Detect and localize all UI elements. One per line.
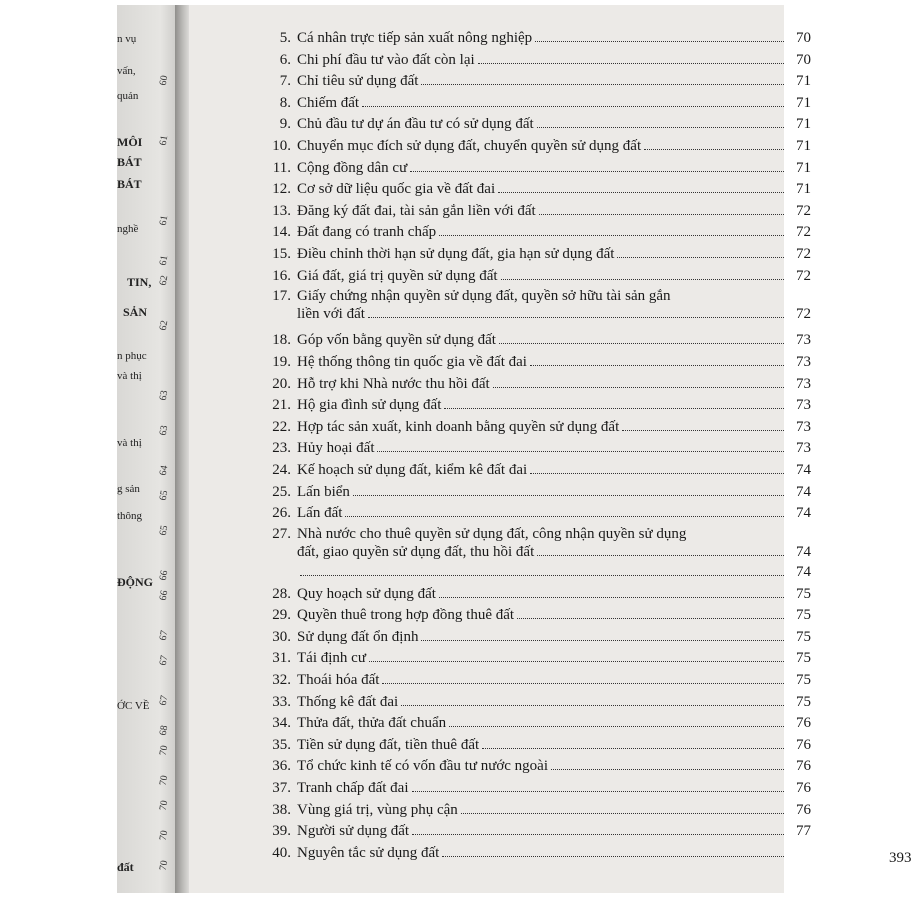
toc-entry-page: 74 <box>796 483 811 500</box>
toc-entry-number: 40. <box>272 844 291 861</box>
toc-entry-title: Nguyên tắc sử dụng đất <box>297 844 440 861</box>
dot-leader <box>410 159 784 172</box>
toc-entry-page: 75 <box>796 607 811 624</box>
toc-entry-title: Cá nhân trực tiếp sản xuất nông nghiệp <box>297 30 533 46</box>
left-page-fragment: đất <box>117 860 134 874</box>
toc-entry-number: 22. <box>272 418 291 435</box>
book-photo <box>117 5 912 893</box>
dot-leader <box>535 29 784 42</box>
toc-entry-title: Hộ gia đình sử dụng đất <box>297 397 442 414</box>
left-page-fragment: nghề <box>117 223 139 235</box>
toc-entry-title: Thửa đất, thửa đất chuẩn <box>297 715 447 732</box>
left-page-number: 62 <box>157 274 171 287</box>
left-page-fragment: và thị <box>117 437 142 449</box>
dot-leader <box>444 396 784 409</box>
toc-entry <box>257 649 811 667</box>
toc-entry-title: Đăng ký đất đai, tài sản gắn liền với đất <box>297 202 536 219</box>
toc-entry-title: Người sử dụng đất <box>297 823 410 840</box>
left-page-number: 61 <box>157 134 171 147</box>
toc-entry-number: 32. <box>272 672 291 688</box>
dot-leader <box>499 331 784 344</box>
toc-entry-page: 73 <box>796 375 811 392</box>
toc-entry-page: 71 <box>796 94 811 111</box>
toc-entry-title: Quyền thuê trong hợp đồng thuê đất <box>297 607 515 624</box>
toc-entry-title: Chi phí đầu tư vào đất còn lại <box>297 51 475 68</box>
toc-entry <box>257 693 811 711</box>
toc-entry-title-continued: đất, giao quyền sử dụng đất, thu hồi đất <box>297 543 535 560</box>
left-page-number: 68 <box>157 724 171 737</box>
page-number: 393 <box>889 850 912 866</box>
left-page-number: 60 <box>157 74 171 87</box>
toc-entry-number: 38. <box>272 801 291 818</box>
toc-entry-title-continued: liền với đất <box>297 306 365 323</box>
left-page-fragment: g sản <box>117 483 140 495</box>
toc-entry-number: 6. <box>279 51 291 68</box>
left-page <box>117 5 179 893</box>
toc-entry <box>257 94 811 112</box>
toc-entry-page: 72 <box>796 202 811 219</box>
toc-entry-title: Góp vốn bằng quyền sử dụng đất <box>297 332 496 349</box>
toc-entry-number: 27. <box>272 525 291 542</box>
left-page-fragment: thông <box>117 510 143 522</box>
left-page-number: 70 <box>157 799 171 812</box>
dot-leader <box>517 606 784 619</box>
toc-entry-number: 8. <box>279 94 291 111</box>
dot-leader <box>498 180 784 193</box>
toc-entry-number: 13. <box>272 202 291 219</box>
toc-entry-number: 34. <box>272 715 291 732</box>
dot-leader <box>412 779 784 792</box>
toc-entry-page: 74 <box>796 505 811 522</box>
toc-entry <box>257 115 811 133</box>
toc-entry-page: 74 <box>796 462 811 478</box>
toc-entry <box>257 418 811 436</box>
toc-entry <box>257 375 811 393</box>
toc-entry-title: Hợp tác sản xuất, kinh doanh bằng quyền sử dụng đất <box>297 418 620 435</box>
toc-entry-title: Đất đang có tranh chấp <box>297 224 437 241</box>
toc-entry <box>257 483 811 501</box>
dot-leader <box>644 137 784 150</box>
toc-entry-title: Hỗ trợ khi Nhà nước thu hồi đất <box>297 375 490 392</box>
toc-entry-title: Điều chỉnh thời hạn sử dụng đất, gia hạn sử dụng đất <box>297 246 615 262</box>
toc-entry-number: 20. <box>272 375 291 392</box>
toc-entry-number: 5. <box>279 30 291 46</box>
toc-entry-page: 73 <box>796 440 811 457</box>
toc-entry-number: 29. <box>272 607 291 624</box>
toc-entry-number: 12. <box>272 181 291 198</box>
left-page-number: 65 <box>157 524 171 537</box>
toc-entry <box>257 526 811 561</box>
toc-entry-title: Hủy hoại đất <box>297 440 375 457</box>
dot-leader <box>530 461 784 474</box>
toc-entry-number: 28. <box>272 585 291 602</box>
left-page-fragment: BÁT <box>117 177 142 191</box>
toc-entry-title: Lấn biển <box>297 483 350 500</box>
toc-entry-title: Chiếm đất <box>297 94 360 111</box>
toc-entry-page: 74 <box>796 543 811 560</box>
toc-entry-page: 75 <box>796 585 811 602</box>
toc-entry <box>257 606 811 624</box>
toc-entry-page: 75 <box>796 650 811 667</box>
toc-entry-number: 37. <box>272 780 291 796</box>
toc-entry-title: Chuyển mục đích sử dụng đất, chuyển quyền sử dụng đất <box>297 138 642 154</box>
left-page-number: 66 <box>157 589 171 602</box>
toc-entry-page: 73 <box>796 418 811 435</box>
left-page-fragment: BÁT <box>117 155 142 169</box>
toc-entry-page: 76 <box>796 780 811 796</box>
toc-entry-title: Hệ thống thông tin quốc gia về đất đai <box>297 354 527 370</box>
left-page-number: 61 <box>157 254 171 267</box>
toc-entry-title: Giấy chứng nhận quyền sử dụng đất, quyền sở hữu tài sản gắn <box>297 288 671 305</box>
right-page <box>189 5 912 893</box>
toc-entry-page: 72 <box>796 224 811 241</box>
toc-entry-page: 75 <box>796 628 811 645</box>
left-page-number: 67 <box>157 629 171 642</box>
dot-leader <box>421 72 784 85</box>
toc-entry <box>257 180 811 198</box>
toc-entry <box>257 779 811 797</box>
left-page-number: 67 <box>157 694 171 707</box>
toc-entry <box>257 736 811 754</box>
left-page-fragment: SẢN <box>123 305 148 319</box>
toc-entry <box>257 288 811 323</box>
toc-entry <box>257 461 811 479</box>
toc-entry <box>257 628 811 646</box>
dot-leader <box>537 543 784 556</box>
toc-entry-number: 7. <box>279 73 291 90</box>
dot-leader <box>622 418 784 431</box>
left-page-fragment: quản <box>117 90 139 102</box>
toc-entry <box>257 439 811 457</box>
toc-entry <box>257 757 811 775</box>
toc-entry-title: Thoái hóa đất <box>297 672 380 688</box>
left-page-number: 70 <box>157 774 171 787</box>
toc-entry-title: Tiền sử dụng đất, tiền thuê đất <box>297 736 480 753</box>
left-page-fragment: n vụ <box>117 33 137 45</box>
toc-entry-page: 71 <box>796 181 811 198</box>
dot-leader <box>539 202 784 215</box>
toc-entry <box>257 267 811 285</box>
toc-entry <box>257 801 811 819</box>
dot-leader <box>537 115 784 128</box>
toc-entry <box>257 159 811 177</box>
toc-entry-number: 16. <box>272 267 291 284</box>
dot-leader <box>382 671 784 684</box>
dot-leader <box>362 94 784 107</box>
toc-entry-title: Tái định cư <box>297 650 366 667</box>
toc-entry-page: 72 <box>796 267 811 284</box>
left-page-number: 67 <box>157 654 171 667</box>
toc-entry-number: 19. <box>272 354 291 370</box>
left-page-fragment: n phục <box>117 350 147 362</box>
toc-entry-title: Tổ chức kinh tế có vốn đầu tư nước ngoài <box>297 758 549 775</box>
toc-entry <box>257 353 811 371</box>
toc-entry-number: 33. <box>272 693 291 710</box>
left-page-fragment: và thị <box>117 370 142 382</box>
dot-leader <box>617 245 784 258</box>
toc-entry <box>257 72 811 90</box>
toc-entry-number: 10. <box>272 138 291 154</box>
toc-entry-page: 71 <box>796 138 811 154</box>
left-page-number: 62 <box>157 319 171 332</box>
left-page-number: 70 <box>157 829 171 842</box>
toc-entry <box>257 585 811 603</box>
toc-entry <box>257 504 811 522</box>
dot-leader <box>300 563 784 576</box>
toc-entry-number: 23. <box>272 440 291 457</box>
toc-entry-number: 14. <box>272 224 291 241</box>
dot-leader <box>478 51 784 64</box>
toc-entry-number: 15. <box>272 246 291 262</box>
toc-entry <box>257 137 811 155</box>
left-page-number: 61 <box>157 214 171 227</box>
toc-entry-title: Chủ đầu tư dự án đầu tư có sử dụng đất <box>297 116 534 133</box>
dot-leader <box>345 504 784 517</box>
dot-leader <box>412 822 784 835</box>
toc-entry-page: 72 <box>796 246 811 262</box>
dot-leader <box>439 223 784 236</box>
toc-entry-page: 77 <box>796 823 811 840</box>
toc-entry-number: 25. <box>272 483 291 500</box>
toc-entry-page: 72 <box>796 306 811 323</box>
dot-leader <box>461 801 784 814</box>
toc-entry-title: Lấn đất <box>297 505 343 522</box>
dot-leader <box>442 844 784 857</box>
left-page-fragment: ĐỘNG <box>117 575 153 589</box>
toc-entry-page: 70 <box>796 30 811 46</box>
left-page-fragment: vấn, <box>117 65 136 77</box>
toc-entry-number: 39. <box>272 823 291 840</box>
toc-entry-title: Thống kê đất đai <box>297 693 399 710</box>
dot-leader <box>493 375 784 388</box>
toc-entry-number: 26. <box>272 505 291 522</box>
toc-entry-number: 9. <box>279 116 291 133</box>
left-page-fragment: TIN, <box>127 275 152 289</box>
toc-entry-page: 76 <box>796 758 811 775</box>
toc-entry-title: Cộng đồng dân cư <box>297 159 408 176</box>
dot-leader <box>439 585 784 598</box>
dot-leader <box>421 628 784 641</box>
toc-entry-number: 35. <box>272 736 291 753</box>
toc-entry <box>257 51 811 69</box>
dot-leader <box>449 714 784 727</box>
toc-entry-page: 75 <box>796 672 811 688</box>
left-page-number: 63 <box>157 424 171 437</box>
toc-entry <box>257 671 811 689</box>
left-page-number: 66 <box>157 569 171 582</box>
dot-leader <box>353 483 784 496</box>
toc-entry-title: Vùng giá trị, vùng phụ cận <box>297 801 458 818</box>
toc-entry-number: 36. <box>272 758 291 775</box>
toc-entry-title: Nhà nước cho thuê quyền sử dụng đất, công nhận quyền sử dụng <box>297 525 687 542</box>
dot-leader <box>501 267 784 280</box>
toc-entry-title: Quy hoạch sử dụng đất <box>297 585 436 602</box>
toc-entry <box>257 331 811 349</box>
toc-entry-title: Cơ sở dữ liệu quốc gia về đất đai <box>297 181 496 198</box>
dot-leader <box>551 757 784 770</box>
toc-entry-page: 71 <box>796 73 811 90</box>
toc-entry <box>257 396 811 414</box>
toc-entry <box>257 714 811 732</box>
toc-entry-page: 73 <box>796 332 811 349</box>
toc-entry-page: 73 <box>796 397 811 414</box>
toc-entry-number: 30. <box>272 628 291 645</box>
toc-entry-extra-page <box>257 563 811 581</box>
toc-entry-page: 74 <box>796 564 811 580</box>
toc-entry <box>257 29 811 47</box>
toc-entry-page: 76 <box>796 736 811 753</box>
left-page-number: 65 <box>157 489 171 502</box>
left-page-number: 64 <box>157 464 171 477</box>
toc-entry <box>257 245 811 263</box>
toc-entry <box>257 202 811 220</box>
toc-entry <box>257 822 811 840</box>
toc-entry <box>257 223 811 241</box>
toc-entry-page: 73 <box>796 354 811 370</box>
toc-entry-number: 21. <box>272 397 291 414</box>
toc-entry-title: Chỉ tiêu sử dụng đất <box>297 73 419 90</box>
toc-entry-title: Sử dụng đất ổn định <box>297 628 419 645</box>
dot-leader <box>377 439 784 452</box>
left-page-fragment: ỚC VỀ <box>117 700 150 712</box>
toc-entry-number: 18. <box>272 332 291 349</box>
left-page-number: 63 <box>157 389 171 402</box>
toc-entry-number: 24. <box>272 462 291 478</box>
toc-entry-title: Tranh chấp đất đai <box>297 780 409 796</box>
toc-entry-page: 71 <box>796 159 811 176</box>
dot-leader <box>369 649 784 662</box>
dot-leader <box>530 353 784 366</box>
left-page-number: 70 <box>157 744 171 757</box>
dot-leader <box>368 305 784 318</box>
left-page-number: 70 <box>157 859 171 872</box>
book-gutter <box>175 5 189 893</box>
toc-entry-number: 17. <box>272 288 291 305</box>
toc-entry-page: 70 <box>796 51 811 68</box>
toc-entry-number: 31. <box>272 650 291 667</box>
toc-entry-page: 76 <box>796 715 811 732</box>
toc-entry-page: 76 <box>796 801 811 818</box>
toc-entry-number: 11. <box>272 159 291 176</box>
toc-entry-page: 71 <box>796 116 811 133</box>
toc-entry-title: Kế hoạch sử dụng đất, kiểm kê đất đai <box>297 462 528 478</box>
toc-entry <box>257 844 811 862</box>
dot-leader <box>482 736 784 749</box>
toc-entry-page: 75 <box>796 693 811 710</box>
left-page-fragment: MÔI <box>117 135 143 149</box>
toc-entry-title: Giá đất, giá trị quyền sử dụng đất <box>297 267 498 284</box>
dot-leader <box>401 693 784 706</box>
